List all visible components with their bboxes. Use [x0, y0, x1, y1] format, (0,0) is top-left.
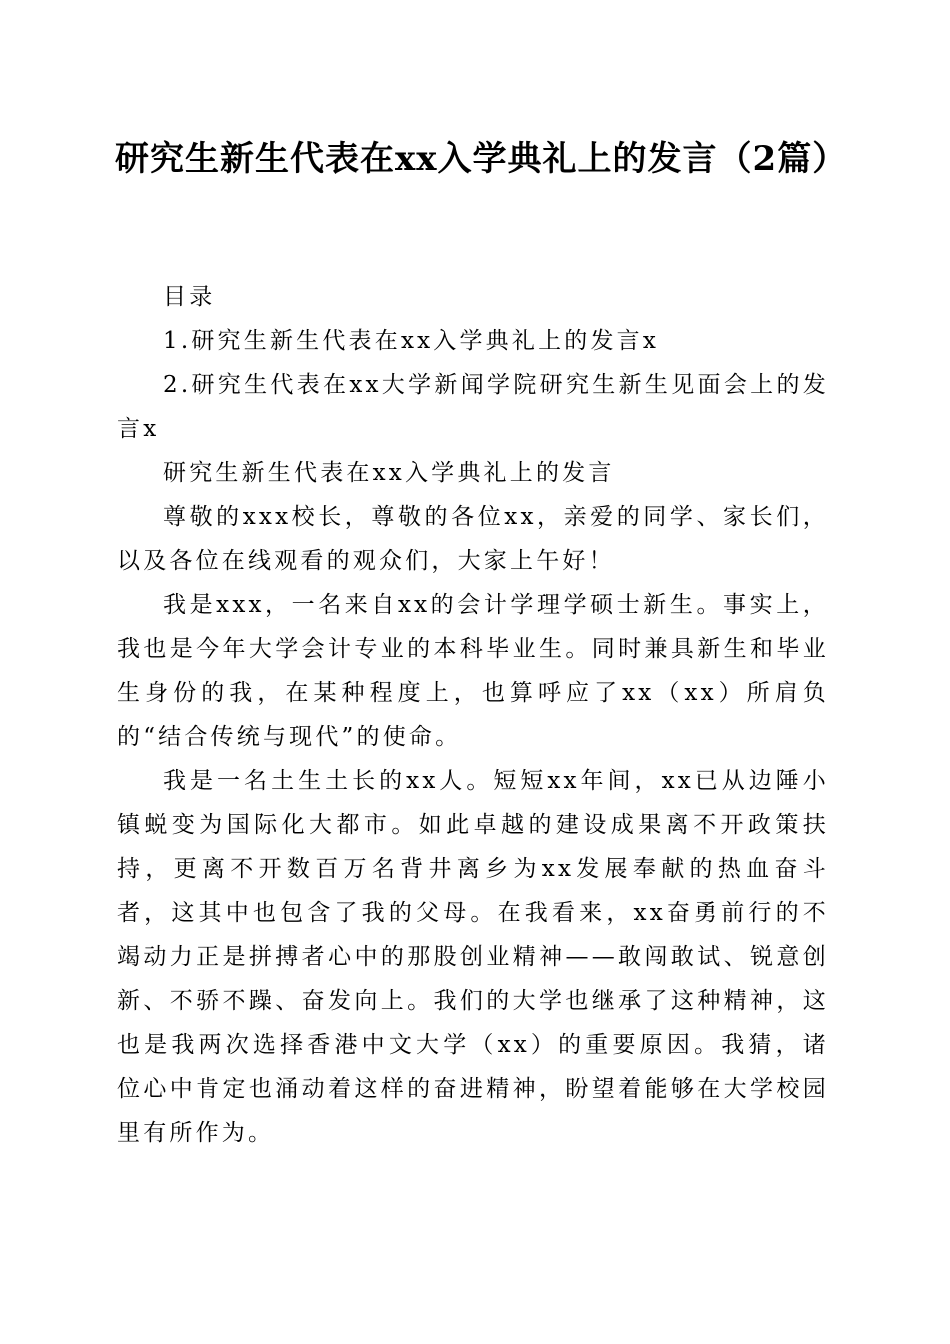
paragraph: 尊敬的xxx校长，尊敬的各位xx，亲爱的同学、家长们，以及各位在线观看的观众们，大家上午好！ — [117, 504, 829, 574]
toc-item: 1.研究生新生代表在xx入学典礼上的发言x — [163, 328, 660, 354]
toc-item: 2.研究生代表在xx大学新闻学院研究生新生见面会上的发言x — [117, 372, 829, 442]
toc-heading: 目录 — [163, 284, 216, 310]
paragraph: 我是xxx，一名来自xx的会计学理学硕士新生。事实上，我也是今年大学会计专业的本科毕业生。同时兼具新生和毕业生身份的我，在某种程度上，也算呼应了xx（xx）所肩负的“结合传统与现代”的使命。 — [117, 592, 829, 750]
document-body — [117, 275, 829, 1155]
paragraph: 我是一名土生土长的xx人。短短xx年间，xx已从边陲小镇蜕变为国际化大都市。如此卓越的建设成果离不开政策扶持，更离不开数百万名背井离乡为xx发展奉献的热血奋斗者，这其中也包含了我的父母。在我看来，xx奋勇前行的不竭动力正是拼搏者心中的那股创业精神——敢闯敢试、锐意创新、不骄不躁、奋发向上。我们的大学也继承了这种精神，这也是我两次选择香港中文大学（xx）的重要原因。我猜，诸位心中肯定也涌动着这样的奋进精神，盼望着能够在大学校园里有所作为。 — [117, 768, 829, 1146]
document-title: 研究生新生代表在xx入学典礼上的发言（2篇） — [115, 139, 848, 179]
section-heading: 研究生新生代表在xx入学典礼上的发言 — [163, 460, 615, 486]
